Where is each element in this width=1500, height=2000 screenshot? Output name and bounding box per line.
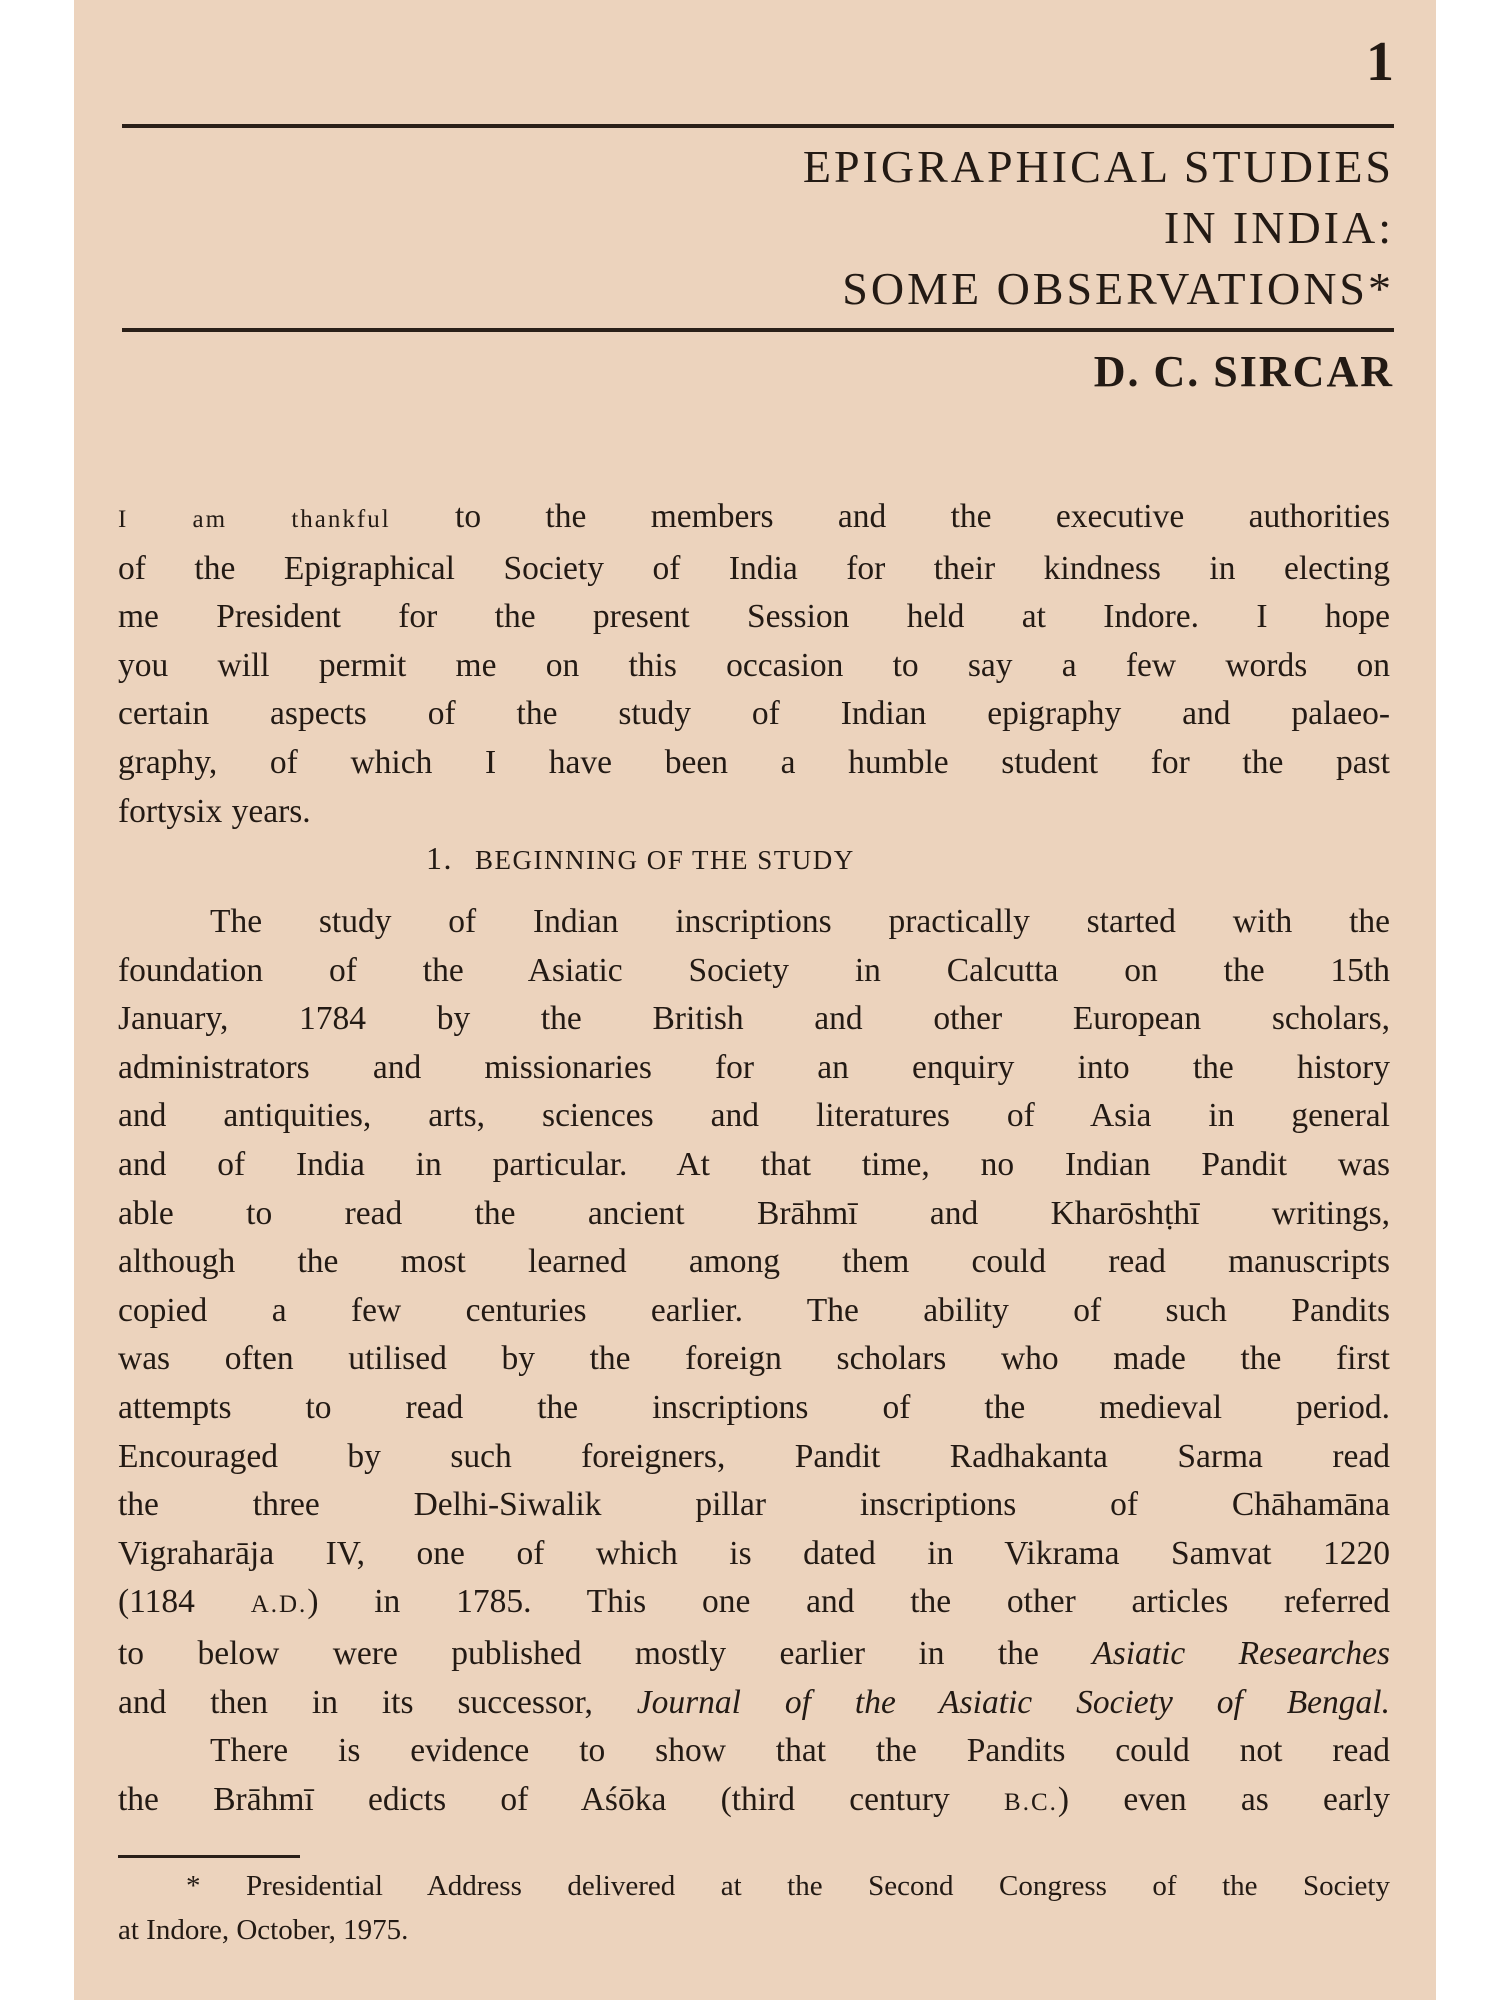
paragraph-line: copied a few centuries earlier. The ability of such Pandits [118, 1291, 1390, 1329]
footnote-line: * Presidential Address delivered at the Second Congress of the Society [186, 1870, 1390, 1902]
paragraph-line: fortysix years. [118, 792, 311, 830]
footnote-rule [118, 1855, 300, 1858]
paragraph-line: certain aspects of the study of Indian epigraphy and palaeo- [118, 695, 1390, 733]
title-line: EPIGRAPHICAL STUDIES [802, 141, 1394, 192]
body-paragraph [118, 898, 1390, 1827]
author-name: D. C. SIRCAR [1093, 347, 1394, 396]
journal-title: Journal of the Asiatic Society of Bengal. [636, 1683, 1390, 1721]
paragraph-line: was often utilised by the foreign scholars who made the first [118, 1340, 1390, 1378]
title-line: IN INDIA: [1163, 202, 1394, 253]
small-caps-era: B.C. [1004, 1788, 1058, 1816]
section-number: 1. [426, 840, 453, 876]
paragraph-line: able to read the ancient Brāhmī and Kharōshṭhī writings, [118, 1194, 1390, 1232]
paragraph-line: you will permit me on this occasion to say a few words on [118, 646, 1390, 684]
small-caps-era: A.D. [250, 1591, 308, 1619]
journal-title: Asiatic Researches [1092, 1634, 1390, 1672]
paragraph-line: I am thankful to the members and the executive authorities [118, 498, 1390, 535]
title-rule-bottom [122, 328, 1394, 332]
paragraph-line: (1184 A.D.) in 1785. This one and the other articles referred [118, 1583, 1390, 1621]
paragraph-line: me President for the present Session held at Indore. I hope [118, 598, 1390, 636]
section-title: BEGINNING OF THE STUDY [475, 845, 855, 875]
title-rule-top [122, 124, 1394, 128]
paragraph-line: January, 1784 by the British and other European scholars, [118, 1000, 1390, 1038]
footnote [118, 1864, 1390, 1952]
page-number: 1 [1366, 31, 1394, 93]
paragraph-line: The study of Indian inscriptions practically started with the [210, 903, 1390, 940]
paragraph-line: graphy, of which I have been a humble student for the past [118, 743, 1390, 781]
paragraph-line: although the most learned among them could read manuscripts [118, 1243, 1390, 1281]
paragraph-line: the three Delhi-Siwalik pillar inscriptions of Chāhamāna [118, 1486, 1390, 1524]
book-page [74, 0, 1436, 2000]
paragraph-line: attempts to read the inscriptions of the medieval period. [118, 1388, 1390, 1426]
paragraph-line: administrators and missionaries for an enquiry into the history [118, 1048, 1390, 1086]
section-heading [426, 840, 855, 877]
paragraph-line: foundation of the Asiatic Society in Calcutta on the 15th [118, 951, 1390, 989]
title-line: SOME OBSERVATIONS* [842, 263, 1394, 314]
paragraph-line: of the Epigraphical Society of India for their kindness in electing [118, 549, 1390, 587]
paragraph-line: and antiquities, arts, sciences and literatures of Asia in general [118, 1097, 1390, 1135]
intro-paragraph [118, 493, 1390, 836]
lead-in-small-caps: I am thankful [118, 506, 391, 533]
paragraph-line: to below were published mostly earlier in the Asiatic Researches [118, 1634, 1390, 1672]
article-title [803, 136, 1394, 319]
paragraph-line: There is evidence to show that the Pandits could not read [210, 1732, 1390, 1770]
paragraph-line: and then in its successor, Journal of the Asiatic Society of Bengal. [118, 1683, 1390, 1721]
paragraph-line: the Brāhmī edicts of Aśōka (third century B.C.) even as early [118, 1780, 1390, 1818]
paragraph-line: Encouraged by such foreigners, Pandit Radhakanta Sarma read [118, 1437, 1390, 1475]
paragraph-line: and of India in particular. At that time, no Indian Pandit was [118, 1145, 1390, 1183]
footnote-line: at Indore, October, 1975. [118, 1914, 409, 1946]
paragraph-line: Vigraharāja IV, one of which is dated in Vikrama Samvat 1220 [118, 1534, 1390, 1572]
